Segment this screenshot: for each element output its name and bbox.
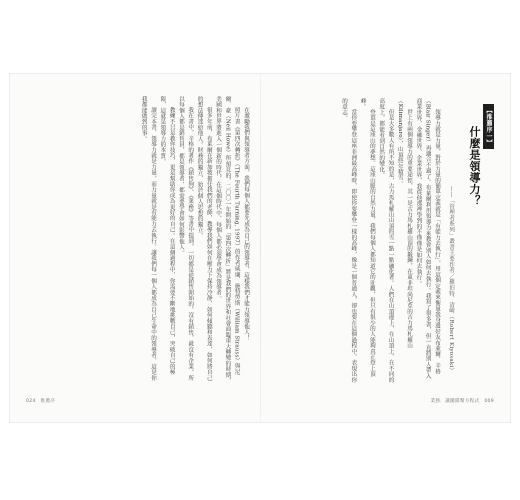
left-paragraph-4: 我在書中，辛格的著作《銷售狗》、《業務》等書中提到，一切都是從銷售開始的。沒有銷售，就沒有企業。所以每個人都是銷售員，都是領導者，都需要學會如何影響他人。	[177, 96, 194, 381]
left-page	[10, 74, 260, 422]
right-page	[261, 74, 510, 422]
left-paragraph-6: 讀完本書，領導力就是力量，而力量就是有能力去執行。讓我們每一個人都成為自己生命中的領導者，這是你我都能做到的事。	[140, 96, 157, 381]
right-paragraph-3: 但是大多數人有所不知的是，古力馬札羅山山頂的雪一點一點融化著。人們在山頂邊上，在山頂上、在不同的高度上，都能看到自然的變化。	[378, 98, 394, 383]
right-paragraph-5: 當你要攀登這座非洲最高峰時，即使你要攀登一樣的高峰，像是一個普通人，卻也要在這個過程中，表現出你的意志。	[341, 98, 357, 383]
right-paragraph-1: 領導力就是力量，對於力量的簡單定義就是「有能力去執行」。用這個定義來衡量我身邊好友布萊爾．辛格（Blair Singer）再適合不過了。布萊爾利用領導力來教會別人如何去執行。我寫了很多書，但一直將別人帶入商業世界、金融世界、企業世界，我從他那裡學到的不僅僅是如何去執行。	[415, 98, 440, 379]
author-byline: ——「管理者系列」叢書主要作者／羅伯特．清崎（Robert Kiyosaki）	[448, 186, 454, 374]
right-paragraph-4: 登頂是這座山的夢想。這座山脈的自然力量，我們每個人都知道它的壯觀，但只有很少的人能夠真正登上頂峰。	[359, 98, 375, 378]
right-page-folio: 業務．讓團隊幫方程式 009	[430, 399, 494, 404]
section-badge: 【推薦序一】	[483, 104, 494, 149]
right-paragraph-2: 世上有兩個領導力的重要途徑，其一是古力馬札羅山頂的鍛鍊，在東非坦尚尼亞的吉力馬札羅山（Kilimanjaro），山頂終年積雪。	[396, 98, 413, 349]
left-page-body	[24, 96, 250, 386]
left-paragraph-3: 很多年前，布萊爾在新加坡擔任我們的老師，教導我們如何在壓力下保持冷靜，如何傾聽和表達，如何將自己的想法傳達給他人。財務的獨立，始於個人思想的獨立。	[196, 96, 212, 381]
left-paragraph-1: 在激勵我們與領導者方面，我們每個人都要先成為自己的領導者，這樣我們才能力領導他人！	[243, 107, 249, 341]
right-page-body	[273, 98, 441, 384]
book-spread	[10, 74, 510, 422]
chapter-title: 什麼是領導力？	[468, 126, 481, 207]
left-paragraph-2: 照片書《第四次轉折》（The Fourth Turning, 1997）的作者威廉．施特勞斯（William Strauss）與尼爾．豪（Neil Howe）所預見的，二〇〇一年開始的「第四次轉折」將是我們的世界和社會面臨重大轉變的時期，美國和世界將進入一個新的時代，在這個時代中，每個人都必須學會成為領導者。	[215, 96, 240, 384]
left-page-folio: 024 推薦序	[26, 399, 56, 404]
left-paragraph-5: 教練不只是教你技巧，更是幫助你成為更好的自己。在這個過程中，你需要不斷地挑戰自己，突破自己的極限，這就是領導力的本質。	[159, 96, 175, 376]
